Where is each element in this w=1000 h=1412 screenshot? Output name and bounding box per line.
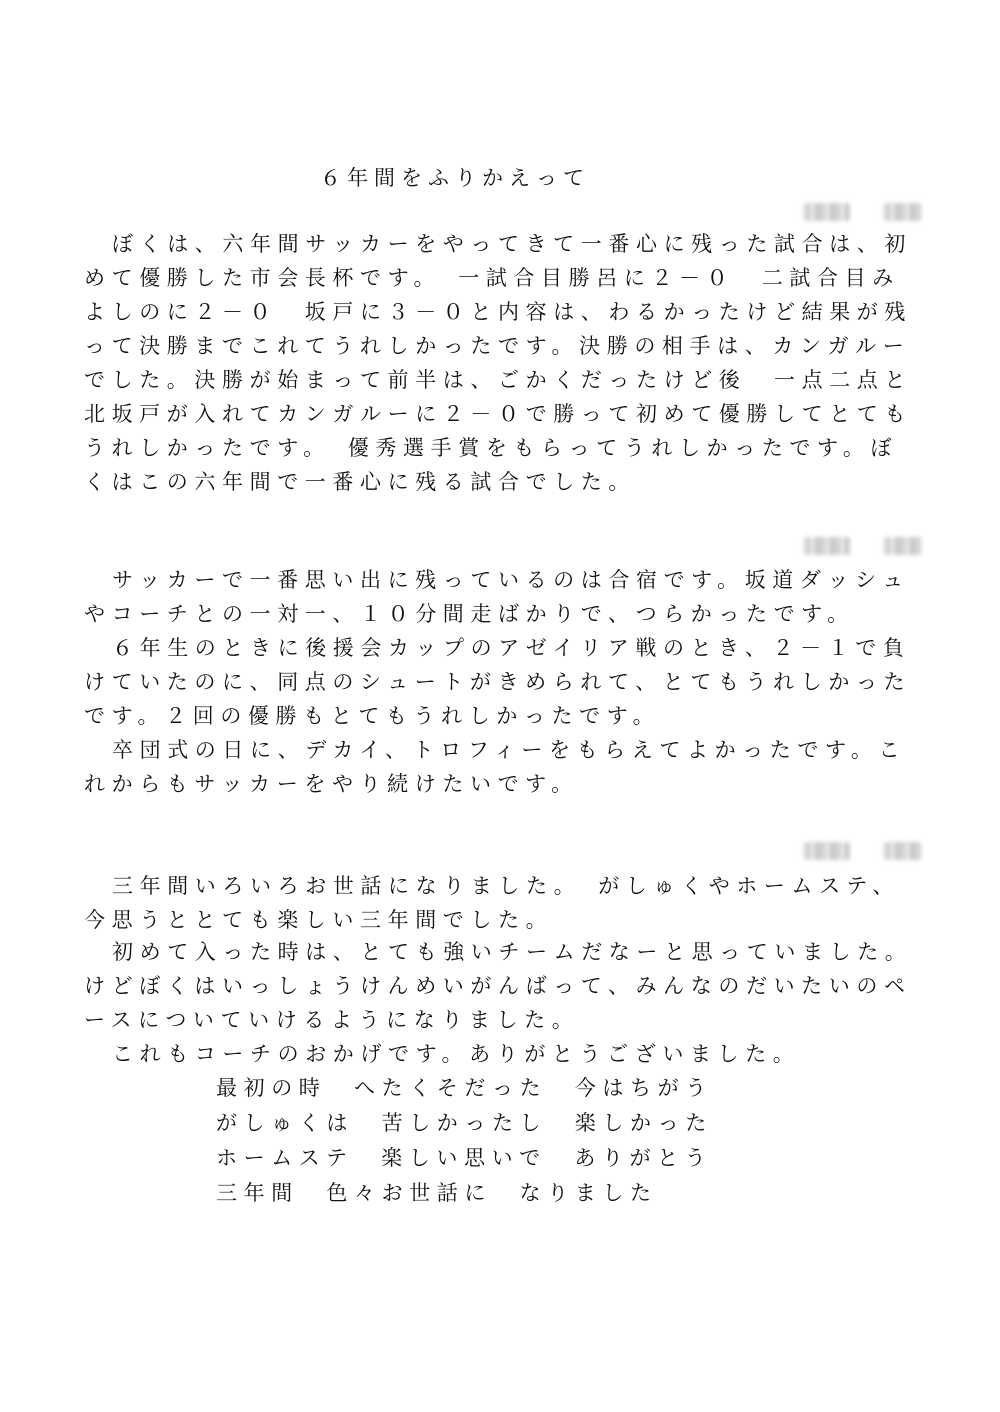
redacted-given-name	[884, 537, 922, 555]
poem-line: ホームステ 楽しい思いで ありがとう	[216, 1146, 713, 1170]
document-title: ６年間をふりかえって	[320, 166, 590, 190]
essay-paragraph: 初めて入った時は、とても強いチームだなーと思っていました。けどぼくはいっしょうけんめいがんばって、みんなのだいたいのペースについていけるようになりました。	[84, 940, 913, 1032]
author-name-redacted	[804, 534, 922, 558]
redacted-given-name	[884, 203, 922, 221]
essay-paragraph: サッカーで一番思い出に残っているのは合宿です。坂道ダッシュやコーチとの一対一、１０分間走ばかりで、つらかったです。	[84, 568, 910, 626]
author-name-redacted	[804, 839, 922, 863]
poem-line: がしゅくは 苦しかったし 楽しかった	[216, 1111, 713, 1135]
essay-paragraph: ぼくは、六年間サッカーをやってきて一番心に残った試合は、初めて優勝した市会長杯です。 一試合目勝呂に２－０ 二試合目みよしのに２－０ 坂戸に３－０と内容は、わるかったけど結果が残って決勝までこれてうれしかったです。決勝の相手は、カンガルーでした。決勝が始まって前半は、ごかくだったけど後 一点二点と北坂戸が入れてカンガルーに２－０で勝って初めて優勝してとてもうれしかったです。 優秀選手賞をもらってうれしかったです。ぼくはこの六年間で一番心に残る試合でした。	[84, 232, 912, 494]
essay-paragraph: これもコーチのおかげです。ありがとうございました。	[112, 1042, 801, 1066]
author-name-redacted	[804, 200, 922, 224]
essay-paragraph: ６年生のときに後援会カップのアゼイリア戦のとき、２－１で負けていたのに、同点のシュートがきめられて、とてもうれしかったです。２回の優勝もとてもうれしかったです。	[84, 636, 912, 728]
redacted-surname	[804, 203, 850, 221]
poem-line: 最初の時 へたくそだった 今はちがう	[216, 1076, 713, 1100]
poem-line: 三年間 色々お世話に なりました	[216, 1181, 658, 1205]
essay-paragraph: 三年間いろいろお世話になりました。 がしゅくやホームステ、今思うととても楽しい三年間でした。	[84, 874, 901, 932]
redacted-surname	[804, 537, 850, 555]
redacted-given-name	[884, 842, 922, 860]
redacted-surname	[804, 842, 850, 860]
essay-paragraph: 卒団式の日に、デカイ、トロフィーをもらえてよかったです。これからもサッカーをやり続けたいです。	[84, 738, 907, 796]
